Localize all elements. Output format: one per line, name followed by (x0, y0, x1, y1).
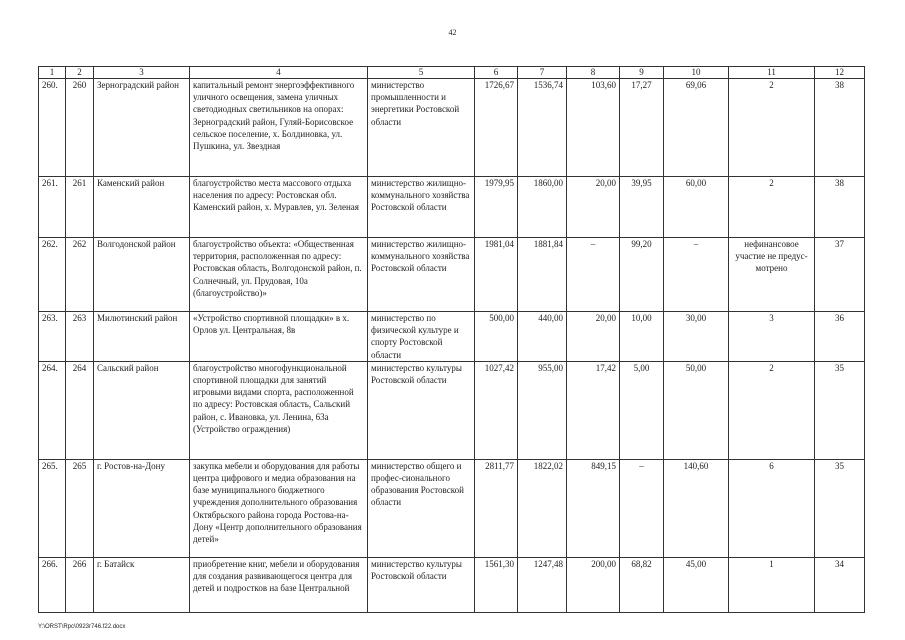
table-row (39, 312, 865, 362)
value-col6: 1979,95 (475, 177, 518, 238)
table-row (39, 79, 865, 177)
value-col12: 34 (815, 557, 865, 612)
data-table (38, 66, 865, 613)
value-col9: 99,20 (620, 238, 664, 312)
value-col7: 1247,48 (518, 557, 567, 612)
value-col11: 2 (729, 177, 815, 238)
ministry: министерство жилищно-коммунального хозяйства Ростовской области (368, 238, 475, 312)
value-col10: 60,00 (664, 177, 729, 238)
value-col7: 955,00 (518, 361, 567, 459)
value-col9: 39,95 (620, 177, 664, 238)
ministry: министерство общего и профес-сионального образования Ростовской области (368, 459, 475, 557)
value-col10: 50,00 (664, 361, 729, 459)
ministry: министерство культуры Ростовской области (368, 361, 475, 459)
value-col12: 35 (815, 459, 865, 557)
column-header: 9 (620, 67, 664, 79)
district: Милютинский район (94, 312, 190, 362)
value-col11: 2 (729, 361, 815, 459)
value-col8: 20,00 (567, 312, 620, 362)
value-col6: 1561,30 (475, 557, 518, 612)
value-col9: 5,00 (620, 361, 664, 459)
project-description: закупка мебели и оборудования для работы центра цифрового и медиа образования на базе муниципального бюджетного учреждения дополнительного образования Октябрьского района города Ростова-на-Дону «Центр дополнительного образования детей» (190, 459, 368, 557)
value-col6: 500,00 (475, 312, 518, 362)
value-col12: 38 (815, 177, 865, 238)
column-header: 5 (368, 67, 475, 79)
row-number: 263. (39, 312, 66, 362)
value-col9: 68,82 (620, 557, 664, 612)
value-col8: 17,42 (567, 361, 620, 459)
project-description: приобретение книг, мебели и оборудования для создания развивающегося центра для детей и подростков на базе Центральной (190, 557, 368, 612)
column-header: 2 (66, 67, 94, 79)
value-col7: 440,00 (518, 312, 567, 362)
file-path-footer: Y:\ORST\Rpc\0923r746.f22.docx (38, 624, 126, 630)
row-number: 260. (39, 79, 66, 177)
ministry: министерство промышленности и энергетики Ростовской области (368, 79, 475, 177)
district: Каменский район (94, 177, 190, 238)
value-col8: 849,15 (567, 459, 620, 557)
value-col7: 1860,00 (518, 177, 567, 238)
value-col6: 1981,04 (475, 238, 518, 312)
row-number: 262. (39, 238, 66, 312)
column-header: 10 (664, 67, 729, 79)
header-row (39, 67, 865, 79)
column-header: 7 (518, 67, 567, 79)
row-number: 265. (39, 459, 66, 557)
ministry: министерство по физической культуре и спорту Ростовской области (368, 312, 475, 362)
column-header: 11 (729, 67, 815, 79)
column-header: 6 (475, 67, 518, 79)
value-col8: – (567, 238, 620, 312)
table-row (39, 238, 865, 312)
value-col12: 36 (815, 312, 865, 362)
column-header: 4 (190, 67, 368, 79)
item-number: 263 (66, 312, 94, 362)
project-description: «Устройство спортивной площадки» в х. Орлов ул. Центральная, 8в (190, 312, 368, 362)
column-header: 8 (567, 67, 620, 79)
item-number: 266 (66, 557, 94, 612)
row-number: 266. (39, 557, 66, 612)
row-number: 261. (39, 177, 66, 238)
column-header: 3 (94, 67, 190, 79)
value-col8: 103,60 (567, 79, 620, 177)
item-number: 262 (66, 238, 94, 312)
value-col10: 69,06 (664, 79, 729, 177)
value-col10: – (664, 238, 729, 312)
item-number: 261 (66, 177, 94, 238)
item-number: 264 (66, 361, 94, 459)
ministry: министерство жилищно-коммунального хозяйства Ростовской области (368, 177, 475, 238)
value-col9: 17,27 (620, 79, 664, 177)
table-row (39, 177, 865, 238)
value-col10: 140,60 (664, 459, 729, 557)
value-col6: 2811,77 (475, 459, 518, 557)
value-col11: 2 (729, 79, 815, 177)
column-header: 12 (815, 67, 865, 79)
value-col7: 1881,84 (518, 238, 567, 312)
value-col9: – (620, 459, 664, 557)
column-header: 1 (39, 67, 66, 79)
value-col11: 6 (729, 459, 815, 557)
ministry: министерство культуры Ростовской области (368, 557, 475, 612)
district: Зерноградский район (94, 79, 190, 177)
value-col12: 35 (815, 361, 865, 459)
value-col10: 30,00 (664, 312, 729, 362)
value-col12: 37 (815, 238, 865, 312)
value-col8: 20,00 (567, 177, 620, 238)
district: г. Батайск (94, 557, 190, 612)
district: Волгодонской район (94, 238, 190, 312)
table-row (39, 361, 865, 459)
value-col11: 3 (729, 312, 815, 362)
project-description: благоустройство места массового отдыха населения по адресу: Ростовская обл. Каменский район, х. Муравлев, ул. Зеленая (190, 177, 368, 238)
value-col11: нефинансовое участие не предус-мотрено (729, 238, 815, 312)
value-col10: 45,00 (664, 557, 729, 612)
project-description: капитальный ремонт энергоэффективного уличного освещения, замена уличных светодиодных светильников на опорах: Зерноградский район, Гуляй-Борисовское сельское поселение, х. Болдиновка, ул. Пушкина, ул. Звездная (190, 79, 368, 177)
value-col6: 1726,67 (475, 79, 518, 177)
district: Сальский район (94, 361, 190, 459)
project-description: благоустройство многофункциональной спортивной площадки для занятий игровыми видами спорта, расположенной по адресу: Ростовская область, Сальский район, с. Ивановка, ул. Ленина, 63а (Устройство ограждения) (190, 361, 368, 459)
value-col7: 1822,02 (518, 459, 567, 557)
value-col9: 10,00 (620, 312, 664, 362)
value-col7: 1536,74 (518, 79, 567, 177)
item-number: 260 (66, 79, 94, 177)
row-number: 264. (39, 361, 66, 459)
value-col11: 1 (729, 557, 815, 612)
district: г. Ростов-на-Дону (94, 459, 190, 557)
item-number: 265 (66, 459, 94, 557)
project-description: благоустройство объекта: «Общественная территория, расположенная по адресу: Ростовская область, Волгодонской район, п. Солнечный, ул. Прудовая, 10а (благоустройство)» (190, 238, 368, 312)
table-row (39, 557, 865, 612)
value-col6: 1027,42 (475, 361, 518, 459)
value-col8: 200,00 (567, 557, 620, 612)
value-col12: 38 (815, 79, 865, 177)
page-number: 42 (448, 28, 457, 37)
table-row (39, 459, 865, 557)
